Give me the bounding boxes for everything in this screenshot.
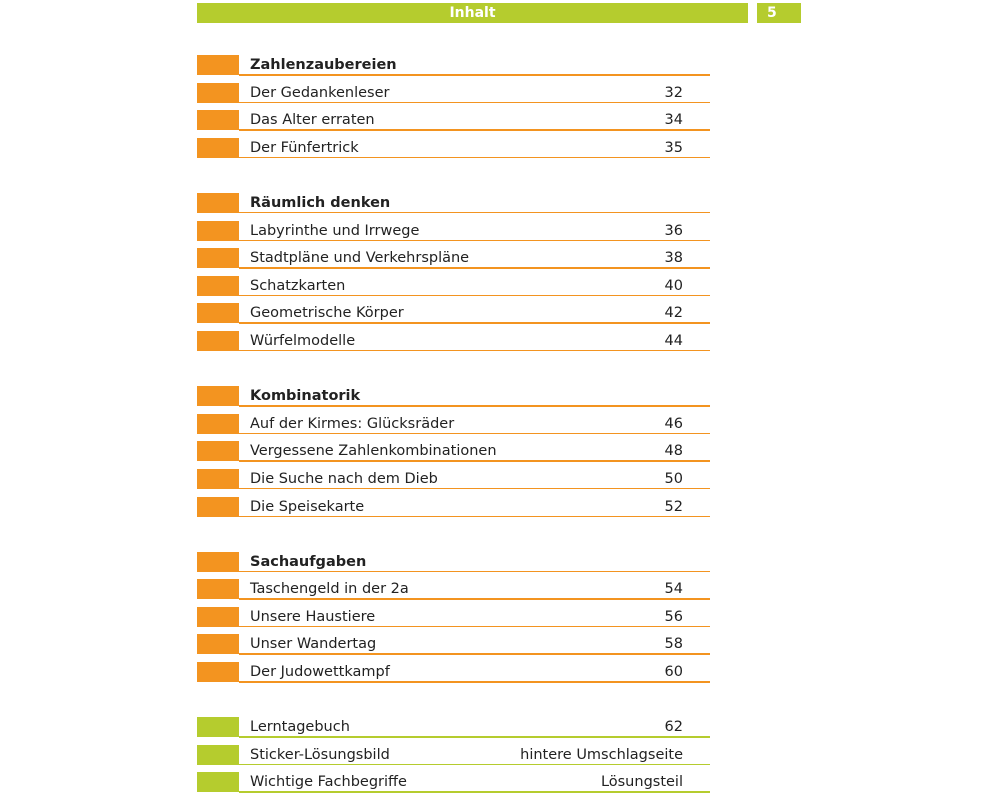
row-divider (239, 102, 710, 104)
entry-page: 56 (664, 608, 683, 625)
entry-title: Geometrische Körper (250, 305, 404, 322)
row-divider (239, 488, 710, 490)
row-divider (239, 405, 710, 407)
entry-title: Unser Wandertag (250, 636, 377, 653)
entry-title: Unsere Haustiere (250, 608, 376, 625)
row-divider (239, 764, 710, 766)
row-divider (239, 267, 710, 269)
entry-title: Das Alter erraten (250, 112, 375, 129)
entry-page: 35 (664, 139, 683, 156)
entry-title: Schatzkarten (250, 277, 346, 294)
toc-entry[interactable] (197, 221, 710, 249)
row-marker (197, 386, 239, 406)
entry-page: 54 (664, 581, 683, 598)
entry-title: Würfelmodelle (250, 332, 356, 349)
toc-section (197, 55, 710, 165)
entry-page: 38 (664, 250, 683, 267)
toc-entry[interactable] (197, 110, 710, 138)
toc-section (197, 552, 710, 690)
row-marker (197, 303, 239, 323)
row-marker (197, 441, 239, 461)
entry-page: 50 (664, 470, 683, 487)
entry-page: 40 (664, 277, 683, 294)
entry-title: Labyrinthe und Irrwege (250, 222, 420, 239)
row-divider (239, 129, 710, 131)
entry-page: 48 (664, 443, 683, 460)
row-marker (197, 55, 239, 75)
row-divider (239, 791, 710, 793)
entry-page: 32 (664, 84, 683, 101)
entry-title: Zahlenzaubereien (250, 57, 397, 73)
entry-title: Wichtige Fachbegriffe (250, 774, 407, 791)
entry-title: Der Gedankenleser (250, 84, 390, 101)
row-divider (239, 460, 710, 462)
row-marker (197, 607, 239, 627)
row-divider (239, 350, 710, 352)
toc-entry[interactable] (197, 138, 710, 166)
entry-page: 60 (664, 664, 683, 681)
row-divider (239, 681, 710, 683)
toc-entry[interactable] (197, 662, 710, 690)
entry-title: Lerntagebuch (250, 719, 350, 736)
entry-title: Der Judowettkampf (250, 664, 390, 681)
toc-entry[interactable] (197, 248, 710, 276)
row-marker (197, 110, 239, 130)
toc-entry[interactable] (197, 276, 710, 304)
header-title: Inhalt (197, 3, 748, 23)
row-divider (239, 74, 710, 76)
row-marker (197, 552, 239, 572)
row-marker (197, 579, 239, 599)
row-marker (197, 221, 239, 241)
row-marker (197, 276, 239, 296)
toc-entry[interactable] (197, 331, 710, 359)
toc-entry[interactable] (197, 303, 710, 331)
appendix-entry[interactable] (197, 745, 710, 773)
appendix-entry[interactable] (197, 772, 710, 800)
row-divider (239, 240, 710, 242)
row-marker (197, 497, 239, 517)
entry-title: Die Speisekarte (250, 498, 365, 515)
section-title[interactable] (197, 55, 710, 83)
toc-entry[interactable] (197, 414, 710, 442)
row-marker (197, 662, 239, 682)
entry-page: 58 (664, 636, 683, 653)
row-divider (239, 598, 710, 600)
toc-entry[interactable] (197, 469, 710, 497)
toc-section (197, 193, 710, 359)
entry-page: hintere Umschlagseite (520, 746, 683, 763)
entry-page: 34 (664, 112, 683, 129)
entry-page: Lösungsteil (600, 774, 683, 791)
row-divider (239, 212, 710, 214)
row-marker (197, 193, 239, 213)
entry-page: 52 (664, 498, 683, 515)
entry-page: 42 (664, 305, 683, 322)
entry-title: Die Suche nach dem Dieb (250, 470, 438, 487)
row-marker (197, 414, 239, 434)
appendix-entry[interactable] (197, 717, 710, 745)
entry-title: Sachaufgaben (250, 553, 367, 570)
entry-page: 36 (664, 222, 683, 239)
toc-section (197, 386, 710, 524)
entry-title: Taschengeld in der 2a (250, 581, 409, 598)
entry-page: 46 (664, 415, 683, 432)
page-number: 5 (757, 3, 801, 23)
row-divider (239, 571, 710, 573)
row-divider (239, 736, 710, 738)
toc-entry[interactable] (197, 634, 710, 662)
row-marker (197, 83, 239, 103)
toc-entry[interactable] (197, 441, 710, 469)
row-marker (197, 331, 239, 351)
entry-title: Der Fünfertrick (250, 139, 359, 156)
row-marker (197, 634, 239, 654)
row-marker (197, 138, 239, 158)
row-marker (197, 469, 239, 489)
row-divider (239, 295, 710, 297)
toc-appendix (197, 717, 710, 800)
entry-page: 44 (664, 332, 683, 349)
entry-title: Stadtpläne und Verkehrspläne (250, 250, 470, 267)
entry-title: Auf der Kirmes: Glücksräder (250, 415, 455, 432)
section-title[interactable] (197, 193, 710, 221)
row-marker (197, 772, 239, 792)
toc-entry[interactable] (197, 497, 710, 525)
table-of-contents (197, 55, 710, 800)
row-divider (239, 433, 710, 435)
row-marker (197, 745, 239, 765)
entry-title: Kombinatorik (250, 388, 361, 405)
row-divider (239, 157, 710, 159)
row-marker (197, 717, 239, 737)
entry-title: Räumlich denken (250, 194, 391, 211)
entry-title: Vergessene Zahlenkombinationen (250, 443, 497, 460)
section-title[interactable] (197, 552, 710, 580)
entry-title: Sticker-Lösungsbild (250, 746, 390, 763)
row-marker (197, 248, 239, 268)
row-divider (239, 626, 710, 628)
entry-page: 62 (664, 719, 683, 736)
toc-entry[interactable] (197, 83, 710, 111)
toc-entry[interactable] (197, 607, 710, 635)
row-divider (239, 653, 710, 655)
toc-entry[interactable] (197, 579, 710, 607)
row-divider (239, 516, 710, 518)
section-title[interactable] (197, 386, 710, 414)
row-divider (239, 322, 710, 324)
